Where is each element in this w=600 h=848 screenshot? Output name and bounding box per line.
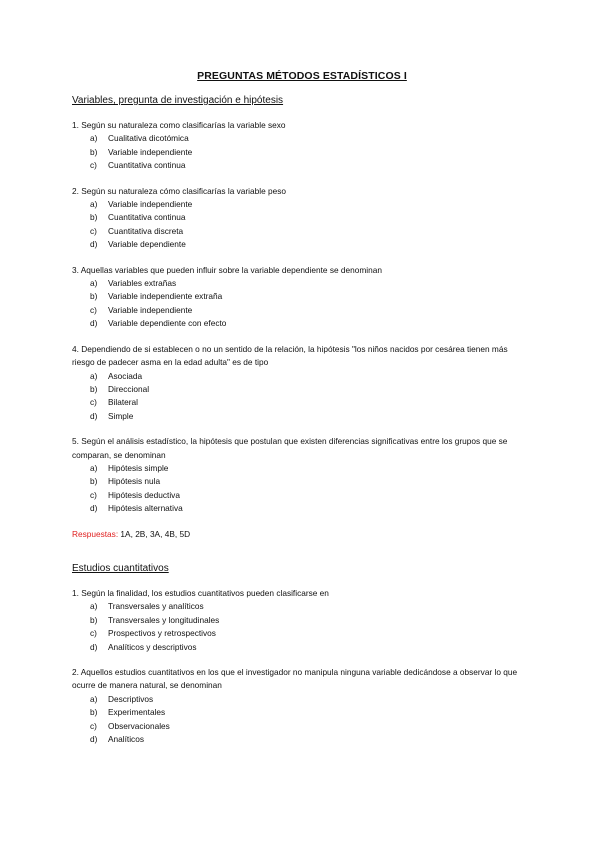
option-letter: b) (90, 707, 98, 718)
option-item (72, 502, 532, 515)
answers-line (72, 528, 532, 541)
question-text: 1. Según la finalidad, los estudios cuantitativos pueden clasificarse en (72, 587, 329, 598)
option-item (72, 238, 532, 251)
option-letter: a) (90, 133, 98, 144)
option-item (72, 489, 532, 502)
option-letter: a) (90, 601, 98, 612)
document-page (72, 70, 532, 758)
option-letter: a) (90, 462, 98, 473)
option-text: Asociada (108, 370, 143, 381)
option-list (72, 198, 532, 252)
option-text: Transversales y analíticos (108, 601, 204, 612)
option-text: Variable dependiente con efecto (108, 318, 227, 329)
option-list (72, 277, 532, 331)
option-item (72, 290, 532, 303)
option-text: Analíticos y descriptivos (108, 641, 197, 652)
section-heading: Estudios cuantitativos (72, 562, 169, 574)
question-text: 5. Según el análisis estadístico, la hipótesis que postulan que existen diferencias significativas entre los grupos que se comparan, se denominan (72, 436, 508, 460)
option-text: Cualitativa dicotómica (108, 133, 189, 144)
option-text: Cuantitativa continua (108, 160, 186, 171)
option-item (72, 383, 532, 396)
option-letter: c) (90, 720, 97, 731)
option-item (72, 304, 532, 317)
option-item (72, 410, 532, 423)
question-text: 3. Aquellas variables que pueden influir sobre la variable dependiente se denominan (72, 264, 382, 275)
option-letter: d) (90, 239, 98, 250)
option-item (72, 277, 532, 290)
section-1 (72, 95, 532, 563)
option-item (72, 614, 532, 627)
option-text: Analíticos (108, 734, 144, 745)
question-2 (72, 666, 532, 746)
option-letter: b) (90, 291, 98, 302)
sections-container (72, 95, 532, 746)
option-text: Variable independiente (108, 199, 193, 210)
question-text: 1. Según su naturaleza como clasificarías la variable sexo (72, 120, 286, 130)
option-letter: c) (90, 628, 97, 639)
option-text: Observacionales (108, 720, 170, 731)
option-letter: d) (90, 318, 98, 329)
option-letter: c) (90, 160, 97, 171)
option-text: Experimentales (108, 707, 166, 718)
option-item (72, 475, 532, 488)
option-text: Hipótesis deductiva (108, 489, 180, 500)
answers-value: 1A, 2B, 3A, 4B, 5D (118, 528, 191, 539)
question-2 (72, 185, 532, 252)
option-text: Hipótesis alternativa (108, 503, 183, 514)
section-heading: Variables, pregunta de investigación e hipótesis (72, 95, 284, 106)
option-letter: a) (90, 370, 98, 381)
option-list (72, 370, 532, 424)
option-letter: a) (90, 278, 98, 289)
option-letter: c) (90, 304, 97, 315)
option-list (72, 600, 532, 654)
option-text: Bilateral (108, 397, 138, 408)
option-item (72, 693, 532, 706)
option-item (72, 641, 532, 654)
option-letter: d) (90, 641, 98, 652)
option-letter: b) (90, 476, 98, 487)
option-list (72, 693, 532, 747)
answers-label: Respuestas: (72, 528, 119, 539)
option-text: Variable independiente extraña (108, 291, 223, 302)
option-text: Prospectivos y retrospectivos (108, 628, 216, 639)
option-text: Descriptivos (108, 693, 154, 704)
question-4 (72, 343, 532, 423)
option-letter: a) (90, 199, 98, 210)
option-item (72, 225, 532, 238)
question-text: 4. Dependiendo de si establecen o no un sentido de la relación, la hipótesis "los niños nacidos por cesárea tienen más riesgo de padecer asma en la edad adulta" es de tipo (72, 343, 508, 368)
option-item (72, 159, 532, 172)
option-text: Variable independiente (108, 304, 193, 315)
option-text: Variable dependiente (108, 239, 186, 250)
option-letter: b) (90, 614, 98, 625)
option-item (72, 370, 532, 383)
option-letter: c) (90, 397, 97, 408)
option-item (72, 132, 532, 145)
option-text: Direccional (108, 383, 150, 394)
option-letter: b) (90, 383, 98, 394)
question-text: 2. Aquellos estudios cuantitativos en los que el investigador no manipula ninguna variable dedicándose a observar lo que ocurre de manera natural, se denominan (72, 667, 518, 691)
option-text: Transversales y longitudinales (108, 614, 220, 625)
question-text: 2. Según su naturaleza cómo clasificarías la variable peso (72, 185, 286, 196)
option-letter: d) (90, 734, 98, 745)
option-list (72, 132, 532, 172)
option-item (72, 627, 532, 640)
option-letter: a) (90, 693, 98, 704)
option-item (72, 733, 532, 746)
option-item (72, 706, 532, 719)
option-text: Hipótesis simple (108, 462, 169, 473)
option-text: Simple (108, 410, 134, 421)
question-3 (72, 264, 532, 331)
option-item (72, 600, 532, 613)
option-text: Cuantitativa discreta (108, 225, 184, 236)
option-item (72, 720, 532, 733)
option-letter: d) (90, 503, 98, 514)
section-2 (72, 563, 532, 746)
option-letter: c) (90, 489, 97, 500)
option-letter: b) (90, 146, 98, 157)
option-item (72, 146, 532, 159)
page-title: PREGUNTAS MÉTODOS ESTADÍSTICOS I (197, 70, 407, 82)
option-letter: b) (90, 212, 98, 223)
option-list (72, 462, 532, 516)
question-1 (72, 119, 532, 173)
option-letter: c) (90, 225, 97, 236)
option-item (72, 211, 532, 224)
option-item (72, 462, 532, 475)
option-item (72, 317, 532, 330)
option-text: Variables extrañas (108, 278, 177, 289)
section-spacer (72, 541, 532, 563)
option-item (72, 198, 532, 211)
option-item (72, 396, 532, 409)
option-letter: d) (90, 410, 98, 421)
option-text: Hipótesis nula (108, 476, 161, 487)
option-text: Variable independiente (108, 146, 193, 157)
option-text: Cuantitativa continua (108, 212, 186, 223)
question-5 (72, 435, 532, 515)
question-1 (72, 587, 532, 654)
